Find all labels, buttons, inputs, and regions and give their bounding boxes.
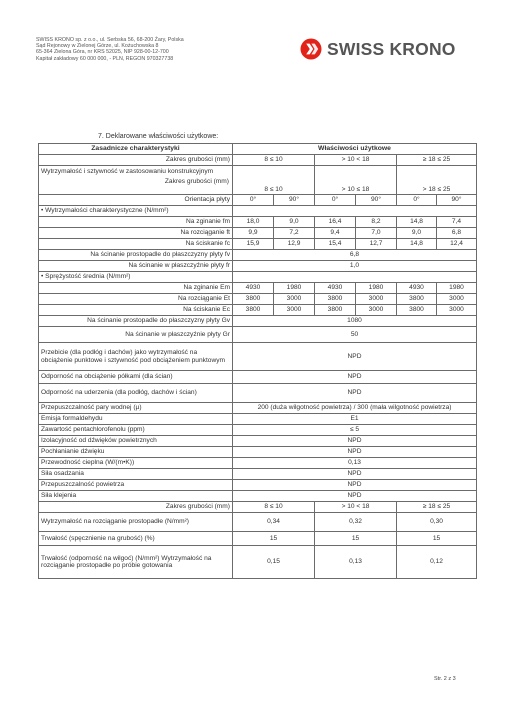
table-row xyxy=(39,250,477,261)
row-label: Na zginanie Em xyxy=(39,283,233,294)
header-performance: Właściwości użytkowe xyxy=(233,144,477,155)
row-label: Na rozciąganie ft xyxy=(39,228,233,239)
cell: 200 (duża wilgotność powietrza) / 300 (mała wilgotność powietrza) xyxy=(233,403,477,414)
table-row xyxy=(39,272,477,283)
row-label: Odporność na obciążenie półkami (dla ścian) xyxy=(39,371,233,384)
cell: 90° xyxy=(356,195,397,206)
table-row xyxy=(39,532,477,546)
cell: 0,12 xyxy=(397,546,477,579)
row-label: Na ściskanie fc xyxy=(39,239,233,250)
table-row xyxy=(39,206,477,217)
swiss-krono-logo-icon xyxy=(300,38,322,60)
properties-table xyxy=(38,143,477,579)
table-row xyxy=(39,513,477,532)
row-label: Siła klejenia xyxy=(39,491,233,502)
cell: 14,8 xyxy=(397,239,437,250)
cell: 12,7 xyxy=(356,239,397,250)
cell: 7,2 xyxy=(274,228,315,239)
cell: 18,0 xyxy=(233,217,274,228)
cell: 8 ≤ 10 xyxy=(233,155,315,166)
table-row xyxy=(39,228,477,239)
cell: > 18 ≤ 25 xyxy=(397,166,477,195)
table-row xyxy=(39,261,477,272)
cell: 0° xyxy=(315,195,356,206)
cell: ≤ 5 xyxy=(233,425,477,436)
table-row xyxy=(39,316,477,327)
company-line: Kapitał zakładowy 60 000 000, - PLN, REGON 970327738 xyxy=(36,55,174,62)
group-title: • Wytrzymałości charakterystyczne (N/mm²) xyxy=(39,206,233,217)
row-label: Przepuszczalność powietrza xyxy=(39,480,233,491)
cell: 0,13 xyxy=(315,546,397,579)
cell: 8 ≤ 10 xyxy=(233,166,315,195)
swiss-krono-logo xyxy=(300,37,456,61)
cell: 3000 xyxy=(437,294,477,305)
cell: 3800 xyxy=(233,305,274,316)
page-number: Str. 2 z 3 xyxy=(434,676,456,682)
cell: > 10 ≤ 18 xyxy=(315,166,397,195)
table-row xyxy=(39,546,477,579)
cell: 1980 xyxy=(356,283,397,294)
row-label: Pochłanianie dźwięku xyxy=(39,447,233,458)
table-row xyxy=(39,294,477,305)
cell: NPD xyxy=(233,343,477,371)
row-label: Przepuszczalność pary wodnej (µ) xyxy=(39,403,233,414)
row-label: Izolacyjność od dźwięków powietrznych xyxy=(39,436,233,447)
cell: 0,13 xyxy=(233,458,477,469)
cell: 3800 xyxy=(397,294,437,305)
cell: 90° xyxy=(274,195,315,206)
cell: > 10 < 18 xyxy=(315,155,397,166)
cell: 0,30 xyxy=(397,513,477,532)
cell: 90° xyxy=(437,195,477,206)
cell: E1 xyxy=(233,414,477,425)
table-row xyxy=(39,371,477,384)
section-title: 7. Deklarowane właściwości użytkowe: xyxy=(98,133,219,140)
table-row xyxy=(39,343,477,371)
cell: ≥ 18 ≤ 25 xyxy=(397,502,477,513)
row-label: Przebicie (dla podłóg i dachów) jako wytrzymałość na obciążenie punktowe i sztywność pod obciążeniem punktowym xyxy=(39,343,233,371)
table-row xyxy=(39,469,477,480)
cell: 15 xyxy=(315,532,397,546)
cell: 0° xyxy=(397,195,437,206)
cell: 15,9 xyxy=(233,239,274,250)
row-label: Zakres grubości (mm) xyxy=(39,502,233,513)
row-label: Na ścinanie w płaszczyźnie płyty Gr xyxy=(39,327,233,343)
cell: 15 xyxy=(397,532,477,546)
cell: 3800 xyxy=(397,305,437,316)
cell: 3000 xyxy=(356,305,397,316)
cell: 3000 xyxy=(274,305,315,316)
cell: 3800 xyxy=(233,294,274,305)
cell xyxy=(233,206,477,217)
cell: 4930 xyxy=(233,283,274,294)
table-row xyxy=(39,425,477,436)
header-characteristics: Zasadnicze charakterystyki xyxy=(39,144,233,155)
cell: 9,9 xyxy=(233,228,274,239)
table-row xyxy=(39,166,477,195)
cell: 1980 xyxy=(437,283,477,294)
table-row xyxy=(39,502,477,513)
cell: 6,8 xyxy=(233,250,477,261)
company-line: 65-364 Zielona Góra, nr KRS 52025, NIP 928-00-12-700 xyxy=(36,49,169,56)
cell: NPD xyxy=(233,371,477,384)
table-row xyxy=(39,195,477,206)
table-row xyxy=(39,327,477,343)
cell: 4930 xyxy=(397,283,437,294)
cell: 3000 xyxy=(437,305,477,316)
cell xyxy=(233,272,477,283)
cell: 0,32 xyxy=(315,513,397,532)
row-label: Zawartość pentachlorofenolu (ppm) xyxy=(39,425,233,436)
row-label: Trwałość (spęcznienie na grubość) (%) xyxy=(39,532,233,546)
table-header-row xyxy=(39,144,477,155)
cell: 9,0 xyxy=(397,228,437,239)
cell: 1,0 xyxy=(233,261,477,272)
row-label: Siła osadzania xyxy=(39,469,233,480)
company-info xyxy=(36,37,286,62)
table-row xyxy=(39,447,477,458)
row-label: Na rozciąganie Et xyxy=(39,294,233,305)
cell: 3000 xyxy=(274,294,315,305)
row-label: Na zginanie fm xyxy=(39,217,233,228)
cell: NPD xyxy=(233,384,477,403)
table-row xyxy=(39,491,477,502)
table-row xyxy=(39,283,477,294)
table-row xyxy=(39,155,477,166)
cell: NPD xyxy=(233,480,477,491)
cell: NPD xyxy=(233,469,477,480)
cell: 12,9 xyxy=(274,239,315,250)
row-label: Wytrzymałość na rozciąganie prostopadłe (N/mm²) xyxy=(39,513,233,532)
cell: 3000 xyxy=(356,294,397,305)
cell: 3800 xyxy=(315,294,356,305)
cell: 6,8 xyxy=(437,228,477,239)
row-label: Na ściskanie Ec xyxy=(39,305,233,316)
table-row xyxy=(39,239,477,250)
cell: 7,0 xyxy=(356,228,397,239)
table-row xyxy=(39,384,477,403)
cell: 0,34 xyxy=(233,513,315,532)
table-row xyxy=(39,414,477,425)
cell: 0,15 xyxy=(233,546,315,579)
cell: 8 ≤ 10 xyxy=(233,502,315,513)
cell: 4930 xyxy=(315,283,356,294)
cell: 1980 xyxy=(274,283,315,294)
cell: 0° xyxy=(233,195,274,206)
table-row xyxy=(39,305,477,316)
row-label: Emisja formaldehydu xyxy=(39,414,233,425)
cell: ≥ 18 ≤ 25 xyxy=(397,155,477,166)
table-row xyxy=(39,458,477,469)
cell: 14,8 xyxy=(397,217,437,228)
table-row xyxy=(39,436,477,447)
company-line: SWISS KRONO sp. z o.o., ul. Serbska 56, 68-200 Żary, Polska xyxy=(36,37,184,43)
cell: 12,4 xyxy=(437,239,477,250)
cell: 8,2 xyxy=(356,217,397,228)
section-heading: Wytrzymałość i sztywność w zastosowaniu konstrukcyjnym xyxy=(41,168,214,175)
row-label: Trwałość (odporność na wilgoć) (N/mm²) Wytrzymałość na rozciąganie prostopadłe po próbie gotowania xyxy=(39,546,233,579)
row-label: Na ścinanie prostopadle do płaszczyzny płyty Gv xyxy=(39,316,233,327)
row-label: Zakres grubości (mm) xyxy=(39,155,233,166)
table-row xyxy=(39,480,477,491)
cell: NPD xyxy=(233,491,477,502)
row-label: Na ścinanie prostopadle do płaszczyzny płyty fv xyxy=(39,250,233,261)
cell: 16,4 xyxy=(315,217,356,228)
cell: 7,4 xyxy=(437,217,477,228)
company-line: Sąd Rejonowy w Zielonej Górze, ul. Kożuchowska 8 xyxy=(36,43,159,50)
sub-label: Zakres grubości (mm) xyxy=(164,177,229,185)
cell: 15,4 xyxy=(315,239,356,250)
cell: 15 xyxy=(233,532,315,546)
cell: NPD xyxy=(233,436,477,447)
row-label: Na ścinanie w płaszczyźnie płyty fr xyxy=(39,261,233,272)
table-row xyxy=(39,403,477,414)
logo-wordmark: SWISS KRONO xyxy=(327,38,456,59)
row-label: Odporność na uderzenia (dla podłóg, dachów i ścian) xyxy=(39,384,233,403)
cell: 9,4 xyxy=(315,228,356,239)
cell: NPD xyxy=(233,447,477,458)
cell: 50 xyxy=(233,327,477,343)
cell: 3800 xyxy=(315,305,356,316)
group-title: • Sprężystość średnia (N/mm²) xyxy=(39,272,233,283)
cell: 1080 xyxy=(233,316,477,327)
row-label: Orientacja płyty xyxy=(39,195,233,206)
row-label xyxy=(39,166,233,195)
row-label: Przewodność cieplna (W/(m•K)) xyxy=(39,458,233,469)
table-row xyxy=(39,217,477,228)
cell: > 10 < 18 xyxy=(315,502,397,513)
cell: 9,0 xyxy=(274,217,315,228)
